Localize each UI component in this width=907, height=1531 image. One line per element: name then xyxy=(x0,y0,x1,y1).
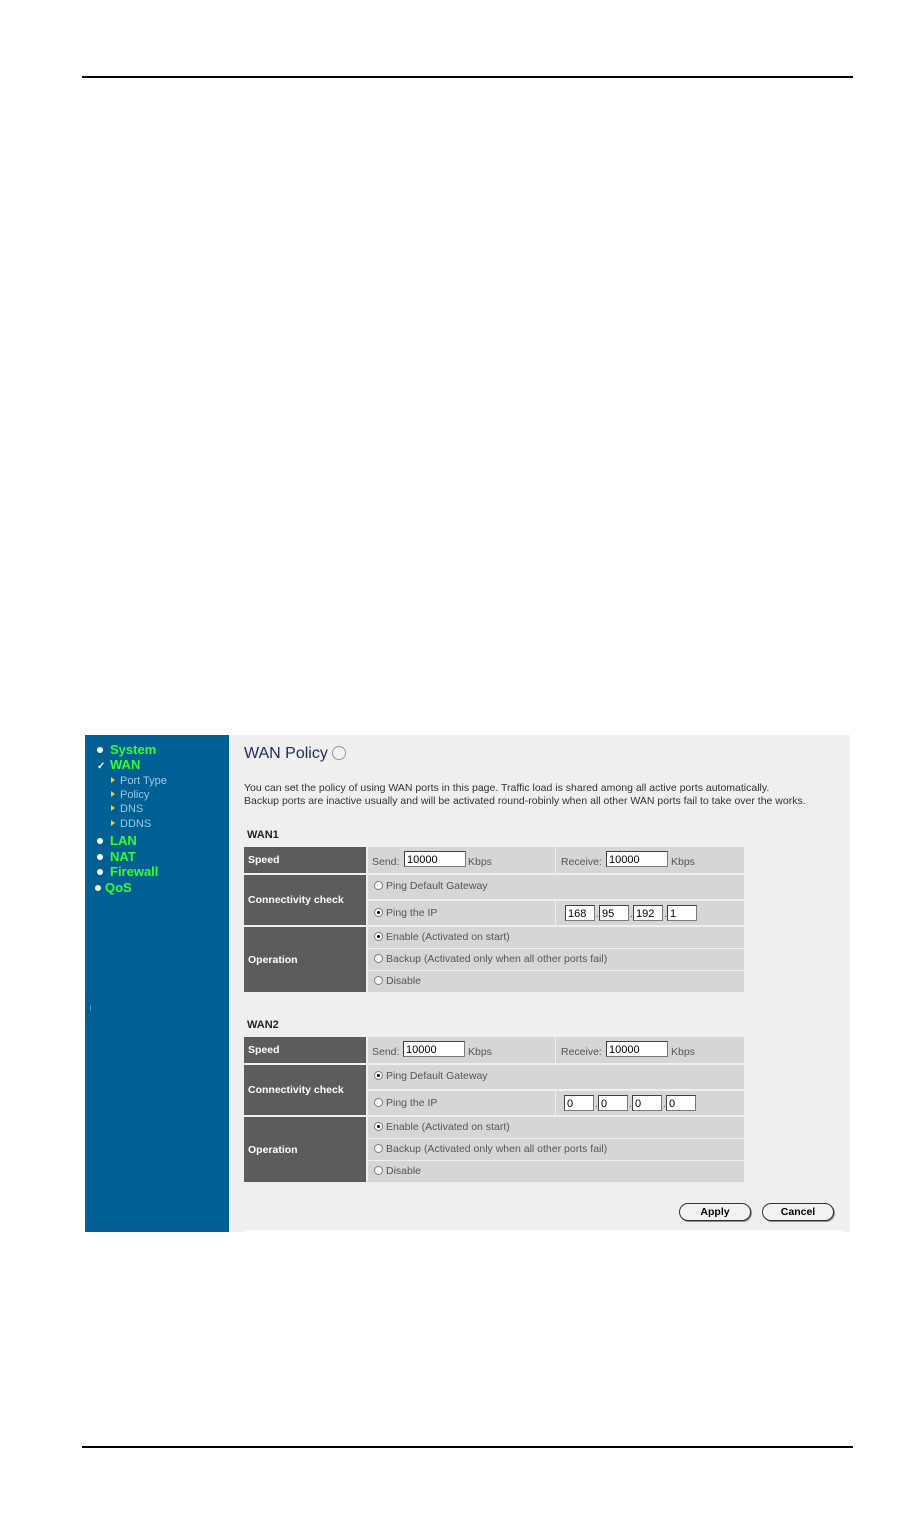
main-content xyxy=(229,735,850,1232)
wan1-ping-gateway-radio[interactable] xyxy=(374,881,383,890)
wan2-ping-ip-radio[interactable] xyxy=(374,1098,383,1107)
wan1-send-input[interactable]: 10000 xyxy=(404,851,466,867)
wan2-speed-row: Send: 10000 Kbps Receive: 10000 Kbps xyxy=(368,1037,744,1063)
wan2-ip-octet-1[interactable]: 0 xyxy=(564,1095,594,1111)
wan1-enable-radio[interactable] xyxy=(374,932,383,941)
operation-label: Operation xyxy=(244,1117,366,1182)
wan1-ping-ip-option[interactable]: Ping the IP xyxy=(374,907,437,919)
wan2-backup-option[interactable]: Backup (Activated only when all other ports fail) xyxy=(374,1143,607,1155)
cancel-button[interactable]: Cancel xyxy=(762,1203,834,1221)
wan2-ping-gateway-option[interactable]: Ping Default Gateway xyxy=(374,1070,488,1082)
triangle-icon xyxy=(111,791,115,797)
wan1-ip-octet-2[interactable]: 95 xyxy=(599,905,629,921)
wan1-disable-row xyxy=(368,971,744,992)
wan1-disable-radio[interactable] xyxy=(374,976,383,985)
triangle-icon xyxy=(111,820,115,826)
sidebar-subitem-dns[interactable]: DNS xyxy=(111,803,143,815)
wan1-disable-option[interactable]: Disable xyxy=(374,975,421,987)
wan1-backup-option[interactable]: Backup (Activated only when all other ports fail) xyxy=(374,953,607,965)
triangle-icon xyxy=(111,777,115,783)
sidebar-item-lan[interactable]: LAN xyxy=(97,833,137,848)
wan2-disable-row xyxy=(368,1161,744,1182)
apply-button[interactable]: Apply xyxy=(679,1203,751,1221)
page-description: You can set the policy of using WAN ports in this page. Traffic load is shared among all active ports automatically. Backup ports are inactive usually and will be activated round-robinly when all other WAN ports fail to take over the works. xyxy=(244,782,806,807)
wan2-disable-radio[interactable] xyxy=(374,1166,383,1175)
speed-label: Speed xyxy=(244,847,366,873)
header-rule xyxy=(82,76,853,78)
wan1-backup-row xyxy=(368,949,744,970)
wan2-ping-ip-row: Ping the IP 0 . 0 . 0 . 0 xyxy=(368,1091,744,1115)
bullet-icon xyxy=(97,838,103,844)
wan1-ip-octet-4[interactable]: 1 xyxy=(667,905,697,921)
wan2-backup-radio[interactable] xyxy=(374,1144,383,1153)
wan1-ping-ip-row: Ping the IP 168 . 95 . 192 . 1 xyxy=(368,901,744,925)
wan2-backup-row xyxy=(368,1139,744,1160)
footer-rule xyxy=(82,1446,853,1448)
sidebar-item-system[interactable]: System xyxy=(97,742,156,757)
connectivity-label: Connectivity check xyxy=(244,1065,366,1115)
sidebar xyxy=(85,735,229,1232)
bullet-icon xyxy=(97,747,103,753)
sidebar-item-firewall[interactable]: Firewall xyxy=(97,864,158,879)
sidebar-item-qos[interactable]: QoS xyxy=(95,880,132,895)
wan2-ping-gateway-radio[interactable] xyxy=(374,1071,383,1080)
wan1-ping-gateway-option[interactable]: Ping Default Gateway xyxy=(374,880,488,892)
wan2-ip-octet-3[interactable]: 0 xyxy=(632,1095,662,1111)
triangle-icon xyxy=(111,805,115,811)
footer-divider xyxy=(244,1230,844,1232)
bullet-icon xyxy=(97,854,103,860)
wan1-enable-row xyxy=(368,927,744,948)
wan2-section-title: WAN2 xyxy=(247,1019,279,1031)
wan1-enable-option[interactable]: Enable (Activated on start) xyxy=(374,931,510,943)
wan2-ip-octet-2[interactable]: 0 xyxy=(598,1095,628,1111)
wan1-ping-ip-radio[interactable] xyxy=(374,908,383,917)
wan1-section-title: WAN1 xyxy=(247,829,279,841)
bullet-icon xyxy=(97,869,103,875)
wan1-table xyxy=(244,847,744,992)
wan1-ip-octet-1[interactable]: 168 xyxy=(565,905,595,921)
speed-label: Speed xyxy=(244,1037,366,1063)
help-icon[interactable] xyxy=(332,746,346,760)
wan1-ping-gateway-row xyxy=(368,875,744,899)
page-title: WAN Policy xyxy=(244,745,346,763)
wan2-receive-input[interactable]: 10000 xyxy=(606,1041,668,1057)
bullet-icon xyxy=(95,885,101,891)
wan2-enable-radio[interactable] xyxy=(374,1122,383,1131)
sidebar-subitem-port-type[interactable]: Port Type xyxy=(111,775,167,787)
sidebar-subitem-ddns[interactable]: DDNS xyxy=(111,818,151,830)
wan2-ip-octet-4[interactable]: 0 xyxy=(666,1095,696,1111)
wan2-disable-option[interactable]: Disable xyxy=(374,1165,421,1177)
sidebar-item-wan[interactable]: ✓ WAN xyxy=(97,757,141,772)
wan2-ping-gateway-row xyxy=(368,1065,744,1089)
connectivity-label: Connectivity check xyxy=(244,875,366,925)
wan2-ping-ip-option[interactable]: Ping the IP xyxy=(374,1097,437,1109)
wan1-ip-octet-3[interactable]: 192 xyxy=(633,905,663,921)
sidebar-tick xyxy=(90,1005,91,1011)
operation-label: Operation xyxy=(244,927,366,992)
wan1-receive-input[interactable]: 10000 xyxy=(606,851,668,867)
wan2-enable-row xyxy=(368,1117,744,1138)
wan1-backup-radio[interactable] xyxy=(374,954,383,963)
sidebar-subitem-policy[interactable]: Policy xyxy=(111,789,149,801)
wan1-speed-row: Send: 10000 Kbps Receive: 10000 Kbps xyxy=(368,847,744,873)
check-icon: ✓ xyxy=(97,761,106,772)
wan2-table xyxy=(244,1037,744,1182)
router-admin-screenshot xyxy=(85,735,850,1232)
wan2-send-input[interactable]: 10000 xyxy=(403,1041,465,1057)
sidebar-item-nat[interactable]: NAT xyxy=(97,849,136,864)
wan2-enable-option[interactable]: Enable (Activated on start) xyxy=(374,1121,510,1133)
